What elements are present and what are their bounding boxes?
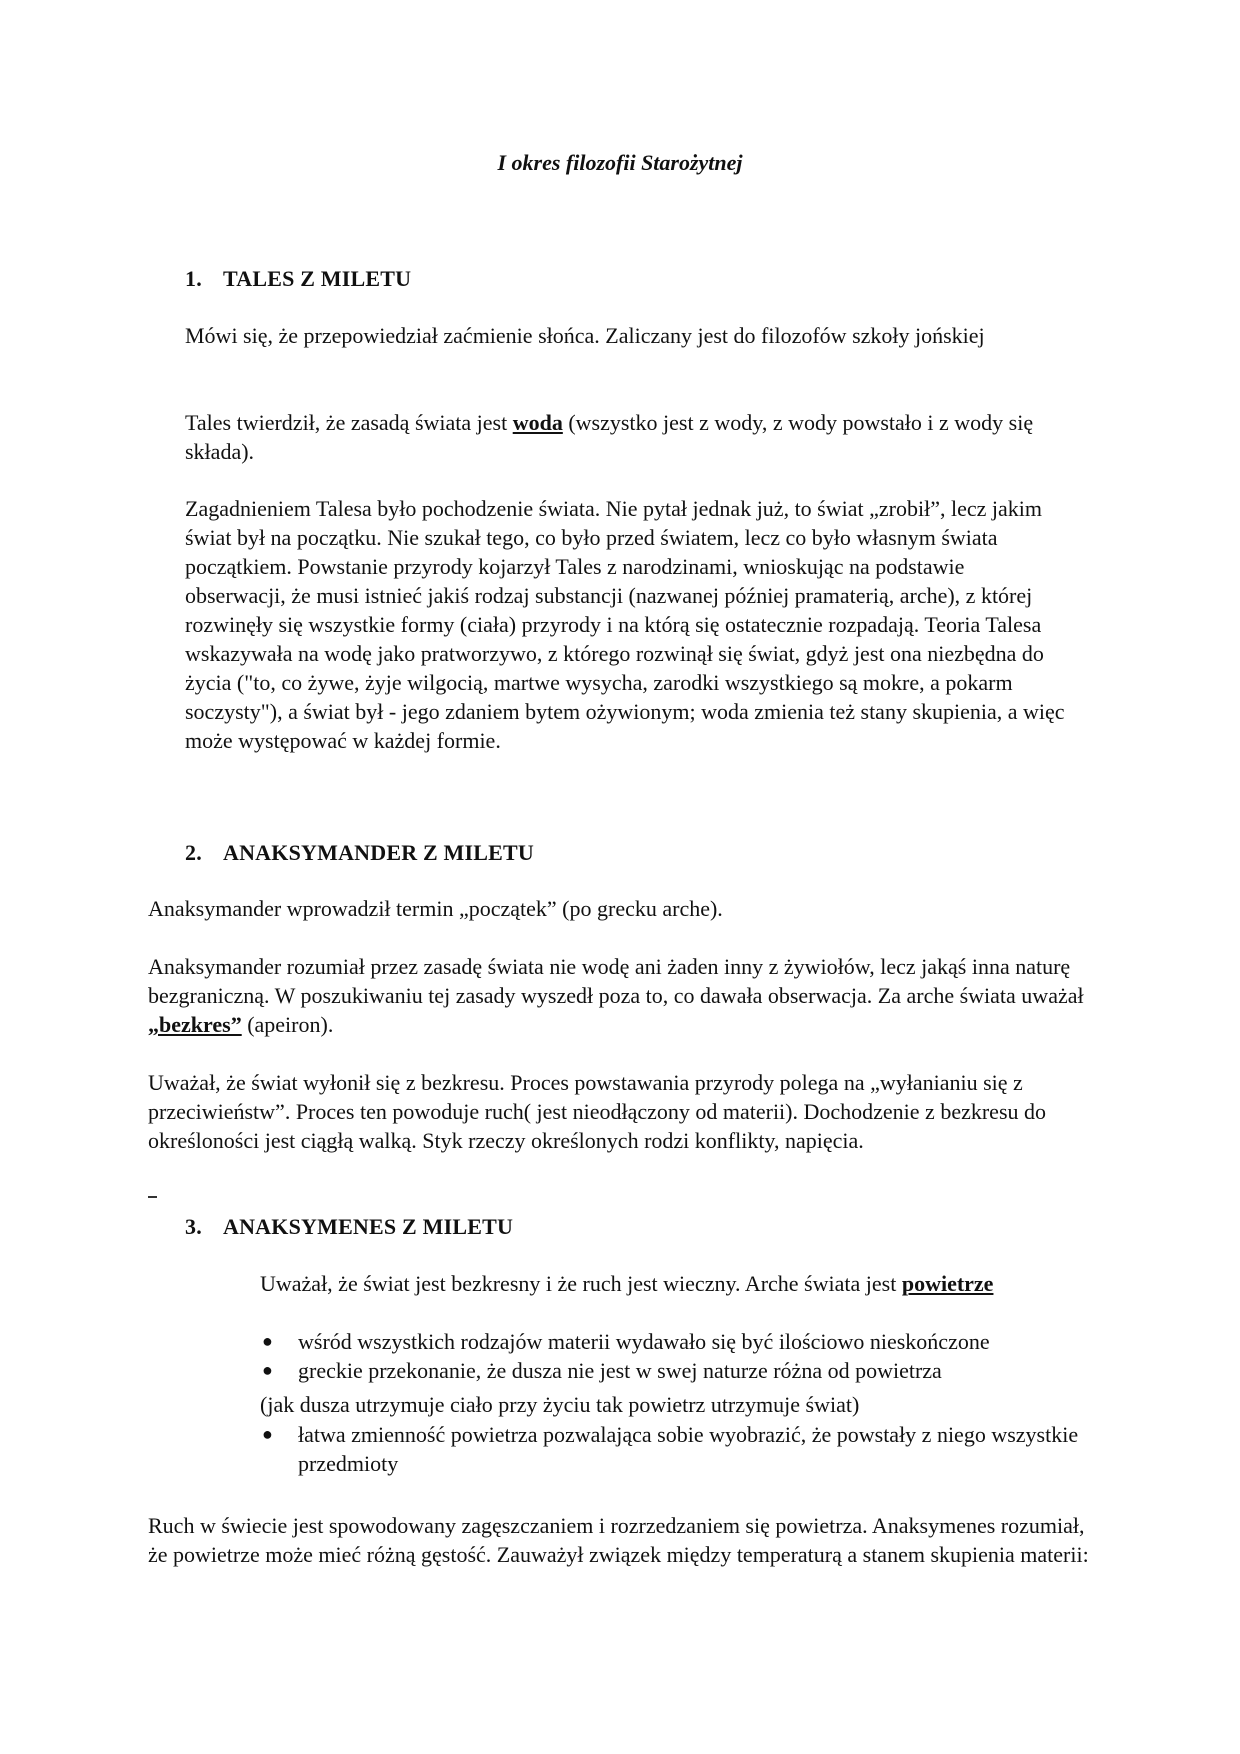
anaksymander-paragraph-3: Uważał, że świat wyłonił się z bezkresu. Proces powstawania przyrody polega na „wyłanianiu się z przeciwieństw”. Proces ten powoduje ruch( jest nieodłączony od materii). Dochodzenie z bezkresu do określoności jest ciągłą walką. Styk rzeczy określonych rodzi konflikty, napięcia. <box>148 1070 1047 1153</box>
list-item-text: greckie przekonanie, że dusza nie jest w swej naturze różna od powietrza <box>298 1358 942 1383</box>
arguments-list-b <box>260 1420 1100 1478</box>
text-run: Uważał, że świat jest bezkresny i że ruch jest wieczny. Arche świata jest <box>260 1271 902 1296</box>
text-run: (apeiron). <box>241 1012 334 1037</box>
document-title: I okres filozofii Starożytnej <box>497 150 743 175</box>
bullet-icon: ● <box>262 1360 273 1380</box>
tales-paragraph-2 <box>185 408 1065 466</box>
tales-paragraph-3: Zagadnieniem Talesa było pochodzenie świata. Nie pytał jednak już, to świat „zrobił”, lecz jakim świat był na początku. Nie szukał tego, co było przed światem, lecz co było własnym świata początkiem. Powstanie przyrody kojarzył Tales z narodzinami, wnioskując na podstawie obserwacji, że musi istnieć jakiś rodzaj substancji (nazwanej później pramaterią, arche), z której rozwinęły się wszystkie formy (ciała) przyrody i na którą się ostatecznie rozpadają. Teoria Talesa wskazywała na wodę jako pratworzywo, z którego rozwinął się świat, gdyż jest ona niezbędna do życia ("to, co żywe, żyje wilgocią, martwe wysycha, zarodki wszystkiego są mokre, a pokarm soczysty"), a świat był - jego zdaniem bytem ożywionym; woda zmienia też stany skupienia, a więc może występować w każdej formie. <box>185 496 1065 753</box>
section-number: 3. <box>185 1214 202 1239</box>
section-heading-anaksymenes <box>185 1212 513 1241</box>
bullet-icon: ● <box>262 1424 273 1444</box>
section-heading-tales <box>185 264 411 293</box>
list-item <box>260 1356 1100 1385</box>
arguments-list-a <box>260 1327 1100 1385</box>
list-item-text: łatwa zmienność powietrza pozwalająca sobie wyobrazić, że powstały z niego wszystkie przedmioty <box>298 1422 1079 1476</box>
text-run: (wszystko jest z wody, z wody powstało i z wody się składa). <box>185 410 1034 464</box>
tales-paragraph-1: Mówi się, że przepowiedział zaćmienie słońca. Zaliczany jest do filozofów szkoły jońskiej <box>185 323 985 348</box>
keyword-woda: woda <box>512 410 563 435</box>
section-heading-anaksymander <box>185 838 534 867</box>
anaksymander-paragraph-1: Anaksymander wprowadził termin „początek” (po grecku arche). <box>148 896 723 921</box>
anaksymander-paragraph-2 <box>148 952 1098 1039</box>
keyword-powietrze: powietrze <box>901 1271 994 1296</box>
list-item <box>260 1420 1100 1478</box>
keyword-bezkres: „bezkres” <box>148 1012 242 1037</box>
section-title: ANAKSYMENES Z MILETU <box>223 1214 514 1239</box>
section-number: 2. <box>185 840 202 865</box>
list-item <box>260 1327 1100 1356</box>
anaksymenes-paragraph-2: Ruch w świecie jest spowodowany zagęszczaniem i rozrzedzaniem się powietrza. Anaksymenes rozumiał, że powietrze może mieć różną gęstość. Zauważył związek między temperaturą a stanem skupienia materii: <box>148 1513 1089 1567</box>
section-title: ANAKSYMANDER Z MILETU <box>223 840 534 865</box>
section-number: 1. <box>185 266 202 291</box>
text-run: Tales twierdził, że zasadą świata jest <box>185 410 513 435</box>
anaksymenes-paragraph-1 <box>260 1269 1100 1298</box>
list-item-text: wśród wszystkich rodzajów materii wydawało się być ilościowo nieskończone <box>298 1329 990 1354</box>
section-title: TALES Z MILETU <box>223 266 412 291</box>
bullet-icon: ● <box>262 1331 273 1351</box>
stray-mark <box>148 1196 157 1198</box>
text-run: Anaksymander rozumiał przez zasadę świata nie wodę ani żaden inny z żywiołów, lecz jakąś inna naturę bezgraniczną. W poszukiwaniu tej zasady wyszedł poza to, co dawała obserwacja. Za arche świata uważał <box>148 954 1084 1008</box>
anaksymenes-aside: (jak dusza utrzymuje ciało przy życiu tak powietrz utrzymuje świat) <box>260 1392 860 1417</box>
